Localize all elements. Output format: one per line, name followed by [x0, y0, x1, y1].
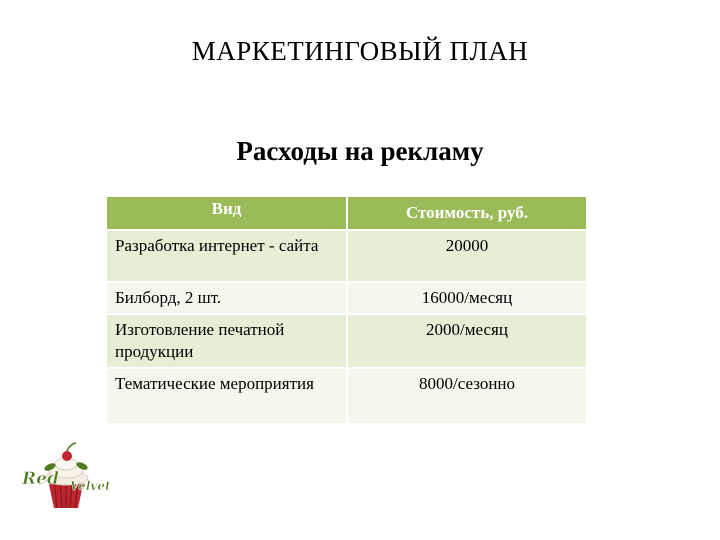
svg-text:Velvet: Velvet — [70, 479, 110, 493]
slide-title: МАРКЕТИНГОВЫЙ ПЛАН — [191, 36, 529, 66]
cell-cost: 8000/сезонно — [347, 368, 586, 424]
table-row — [107, 314, 586, 368]
slide-subtitle: Расходы на рекламу — [236, 136, 484, 166]
cell-cost: 16000/месяц — [347, 282, 586, 314]
red-velvet-logo — [20, 440, 110, 514]
header-type: Вид — [107, 197, 347, 230]
cell-type: Изготовление печатной продукции — [107, 314, 347, 368]
cell-type: Билборд, 2 шт. — [107, 282, 347, 314]
cell-cost: 2000/месяц — [347, 314, 586, 368]
table-row — [107, 230, 586, 282]
table-row — [107, 368, 586, 424]
expense-table — [107, 197, 586, 425]
cell-cost: 20000 — [347, 230, 586, 282]
cell-type: Тематические мероприятия — [107, 368, 347, 424]
cupcake-icon — [20, 440, 110, 514]
table-header-row — [107, 197, 586, 230]
header-cost: Стоимость, руб. — [347, 197, 586, 230]
svg-text:Red: Red — [22, 469, 59, 489]
cell-type: Разработка интернет - сайта — [107, 230, 347, 282]
table-row — [107, 282, 586, 314]
